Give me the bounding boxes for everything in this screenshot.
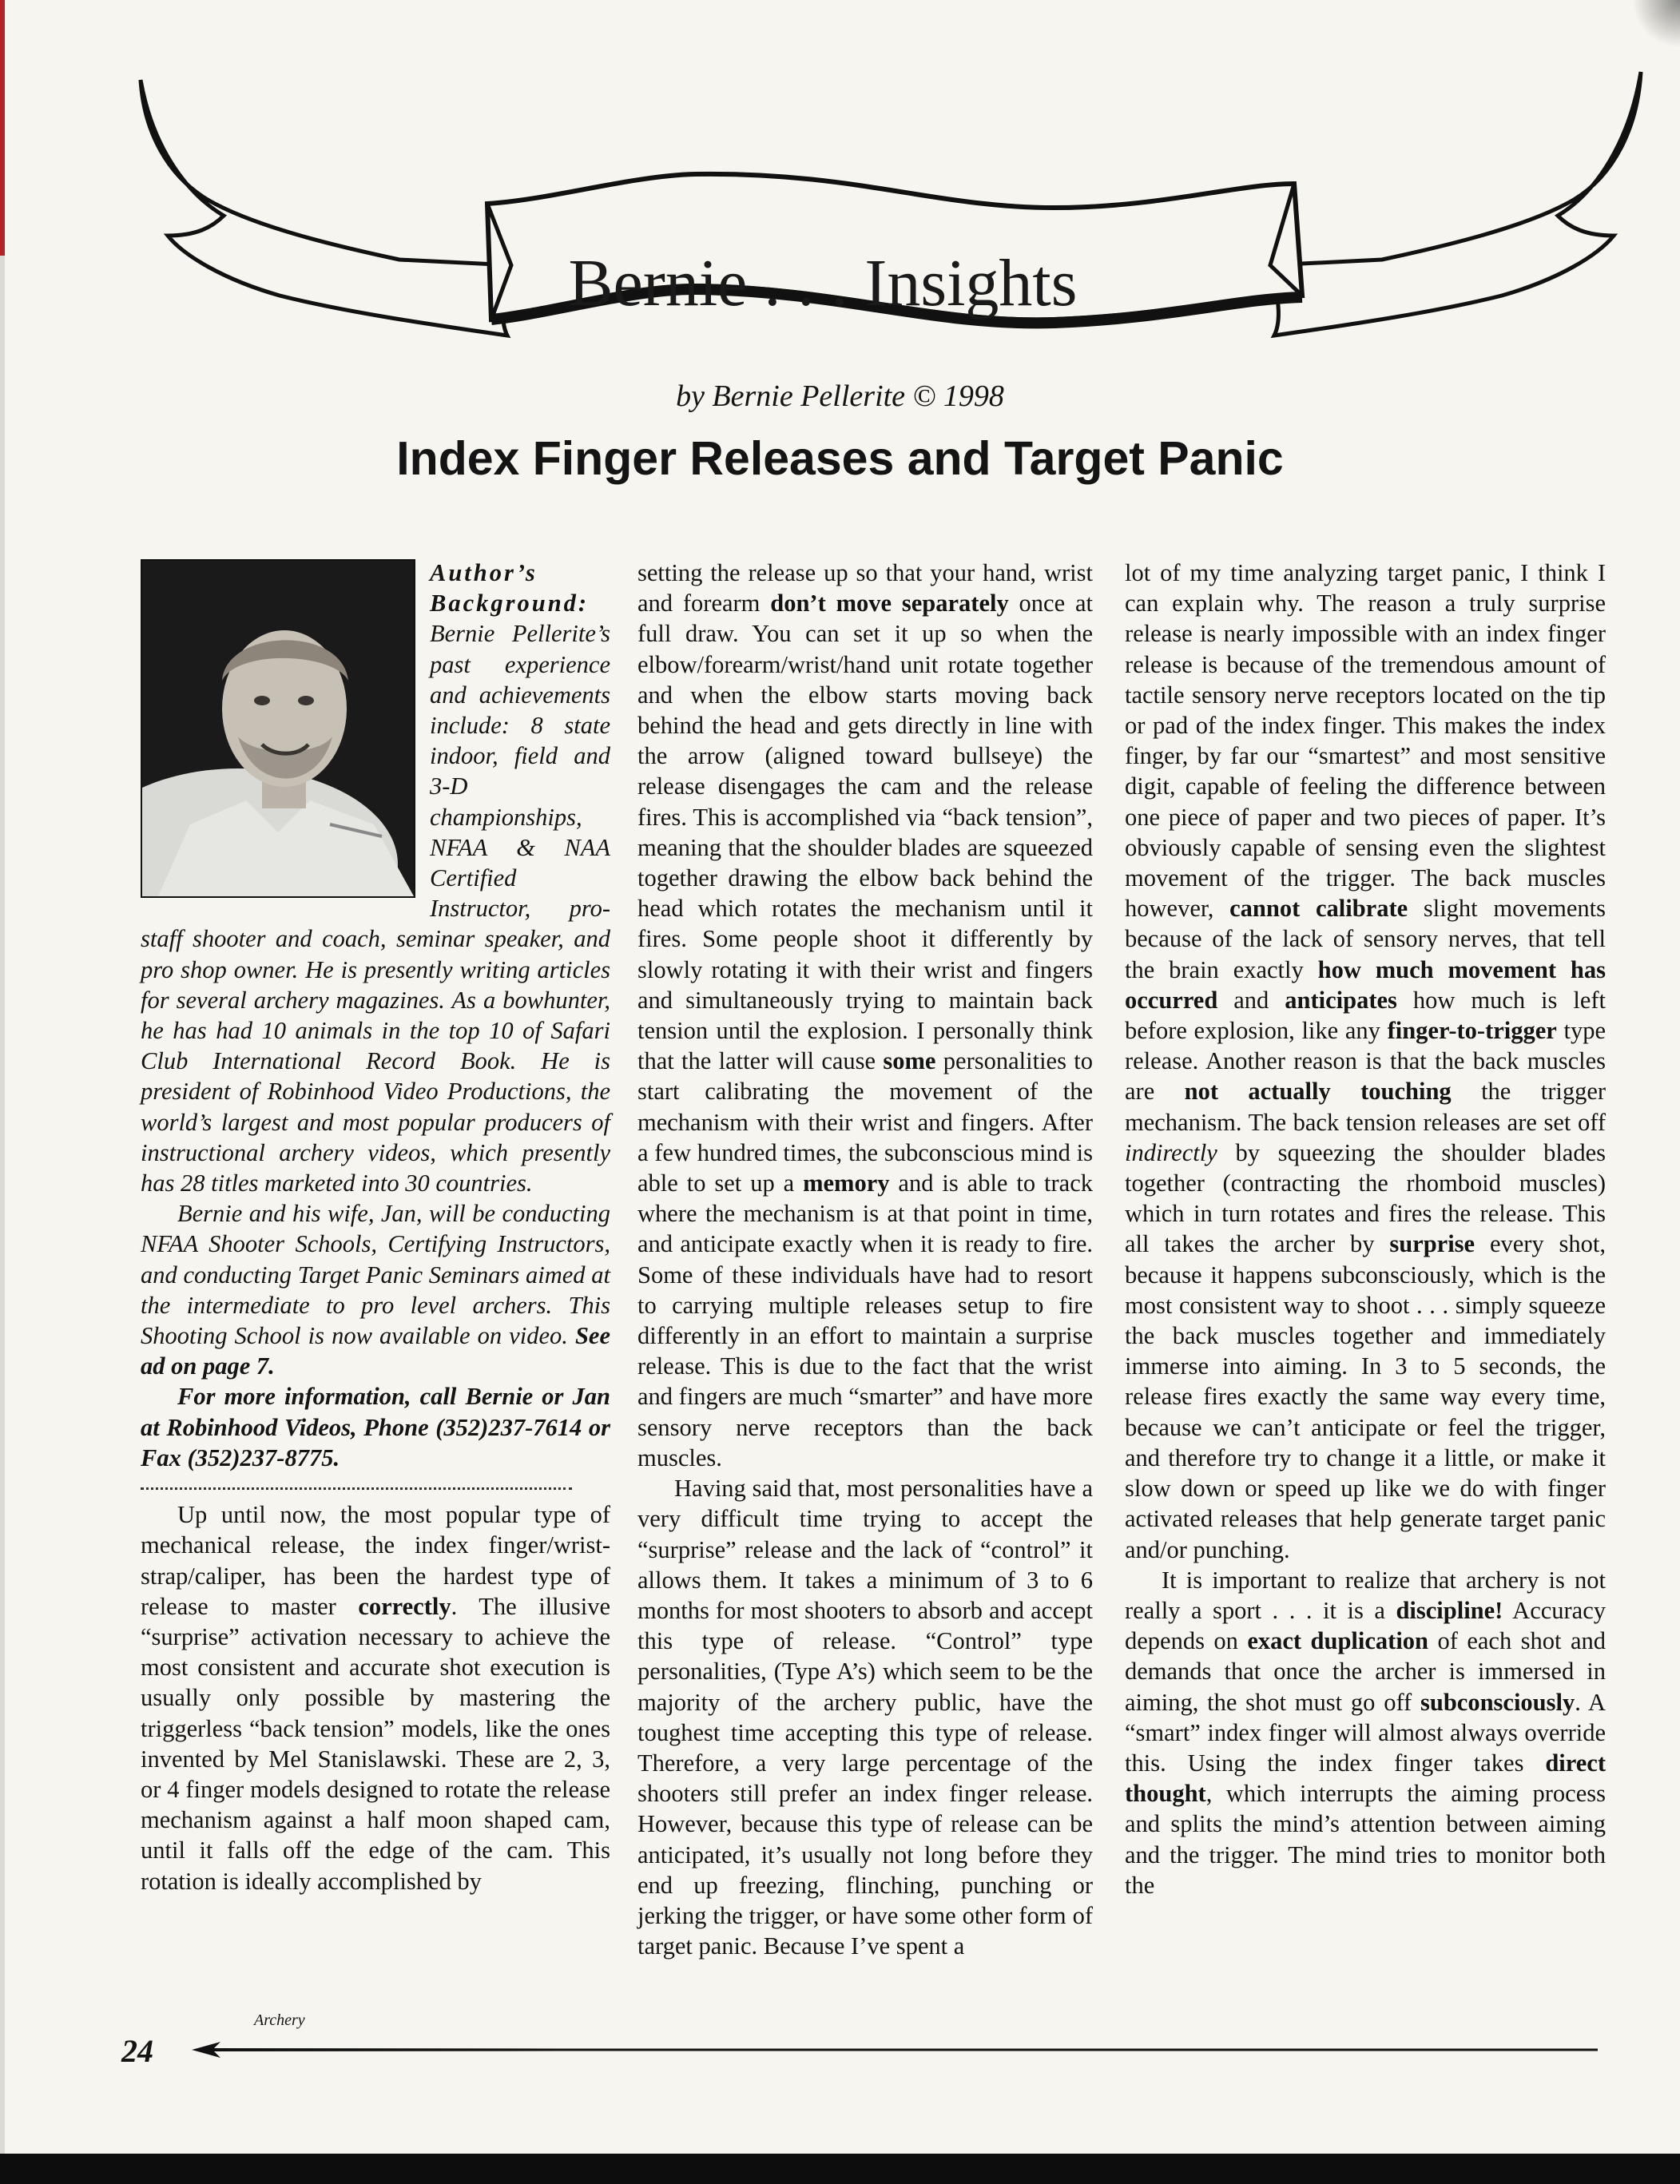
scan-corner-shadow — [1632, 0, 1680, 48]
body-paragraph: It is important to realize that archery is not really a sport . . . it is a discipline! Accuracy depends on exact duplication of each shot and demands that once the archer is immersed in aiming, the shot must go off subconsciously. A “smart” index finger will almost always override this. Using the index finger takes direct thought, which interrupts the aiming process and splits the mind’s attention between aiming and the trigger. The mind tries to monitor both the — [1125, 1566, 1607, 1899]
author-bio — [141, 558, 610, 1473]
scan-bottom-band — [0, 2154, 1680, 2184]
page-edge — [0, 0, 5, 2184]
bio-intro: Bernie Pellerite’s past experience and achievements include: 8 state indoor, field and 3-D championships, NFAA & NAA Certified Instructor, pro-staff shooter and coach, seminar speaker, and pro shop owner. He is presently writing articles for several archery magazines. As a bowhunter, he has had 10 animals in the top 10 of Safari Club International Record Book. He is president of Robinhood Video Productions, the world’s largest and most popular producers of instructional archery videos, which presently has 28 titles marketed into 30 countries. — [141, 620, 610, 1197]
article-headline: Index Finger Releases and Target Panic — [396, 432, 1284, 485]
see-ad-note: See ad on page 7. — [141, 1322, 610, 1380]
contact-info: For more information, call Bernie or Jan at Robinhood Videos, Phone (352)237-7614 or Fax (352)237-8775. — [141, 1383, 610, 1471]
column-2 — [637, 558, 1093, 1961]
body-paragraph: Having said that, most personalities have a very difficult time trying to accept the “surprise” release and the lack of “control” it allows them. It takes a minimum of 3 to 6 months for most shooters to absorb and accept this type of release. “Control” type personalities, (Type A’s) which seem to be the majority of the archery public, have the toughest time accepting this type of release. Therefore, a very large percentage of the shooters still prefer an index finger release. However, because this type of release can be anticipated, it’s usually not long before they end up freezing, flinching, punching or jerking the trigger, or have some other form of target panic. Because I’ve spent a — [637, 1475, 1093, 1960]
banner-title: Bernie . . . Insights — [568, 246, 1078, 320]
bio-schools: Bernie and his wife, Jan, will be conducting NFAA Shooter Schools, Certifying Instructors, and conducting Target Panic Seminars aimed at the intermediate to pro level archers. This Shooting School is now available on video. — [141, 1200, 610, 1350]
body-paragraph: Up until now, the most popular type of mechanical release, the index finger/wrist-strap/caliper, has been the hardest type of release to master correctly. The illusive “surprise” activation necessary to achieve the most consistent and accurate shot execution is usually only possible by mastering the triggerless “back tension” models, like the ones invented by Mel Stanislawski. These are 2, 3, or 4 finger models designed to rotate the release mechanism against a half moon shaped cam, until it falls off the edge of the cam. This rotation is ideally accomplished by — [141, 1501, 611, 1895]
author-photo — [141, 559, 415, 898]
body-paragraph: setting the release up so that your hand, wrist and forearm don’t move separately once at full draw. You can set it up so when the elbow/forearm/wrist/hand unit rotate together and when the elbow starts moving back behind the head and gets directly in line with the arrow (aligned toward bullseye) the release disengages the cam and the release fires. This is accomplished via “back tension”, meaning that the shoulder blades are squeezed together drawing the elbow back behind the head which rotates the mechanism until it fires. Some people shoot it differently by slowly rotating it with their wrist and fingers and simultaneously trying to maintain back tension until the explosion. I personally think that the latter will cause some personalities to start calibrating the movement of the mechanism with their wrist and fingers. After a few hundred times, the subconscious mind is able to set up a memory and is able to track where the mechanism is at that point in time, and anticipate exactly when it is ready to fire. Some of these individuals have had to resort to carrying multiple releases setup to fire differently in an effort to maintain a surprise release. This is due to the fact that the wrist and fingers are much “smarter” and have more sensory nerve receptors than the back muscles. — [637, 559, 1093, 1471]
byline: by Bernie Pellerite © 1998 — [676, 379, 1004, 413]
page-number: 24 — [121, 2033, 153, 2069]
column-1 — [141, 558, 610, 1896]
footer-arrow-rule — [192, 2039, 1598, 2061]
column-3 — [1125, 558, 1606, 1900]
bio-label: Author’s Background: — [430, 559, 590, 617]
magazine-name: Archery — [254, 2011, 305, 2029]
portrait-image — [142, 561, 414, 896]
page-edge-red-mark — [0, 0, 5, 256]
dotted-divider — [141, 1487, 572, 1490]
body-paragraph: lot of my time analyzing target panic, I think I can explain why. The reason a truly surprise release is nearly impossible with an index finger release is because of the tremendous amount of tactile sensory nerve receptors located on the tip or pad of the index finger. This makes the index finger, by far our “smartest” and most sensitive digit, capable of feeling the difference between one piece of paper and two pieces of paper. It’s obviously capable of sensing even the slightest movement of the trigger. The back muscles however, cannot calibrate slight movements because of the lack of sensory nerves, that tell the brain exactly how much movement has occurred and anticipates how much is left before explosion, like any finger-to-trigger type release. Another reason is that the back muscles are not actually touching the trigger mechanism. The back tension releases are set off indirectly by squeezing the shoulder blades together (contracting the rhomboid muscles) which in turn rotates and fires the release. This all takes the archer by surprise every shot, because it happens subconsciously, which is the most consistent way to shoot . . . simply squeeze the back muscles together and immediately immerse into aiming. In 3 to 5 seconds, the release fires exactly the same way every time, because we can’t anticipate or feel the trigger, and therefore try to change it a little, or make it slow down or speed up like we do with finger activated releases that help generate target panic and/or punching. — [1125, 559, 1607, 1563]
